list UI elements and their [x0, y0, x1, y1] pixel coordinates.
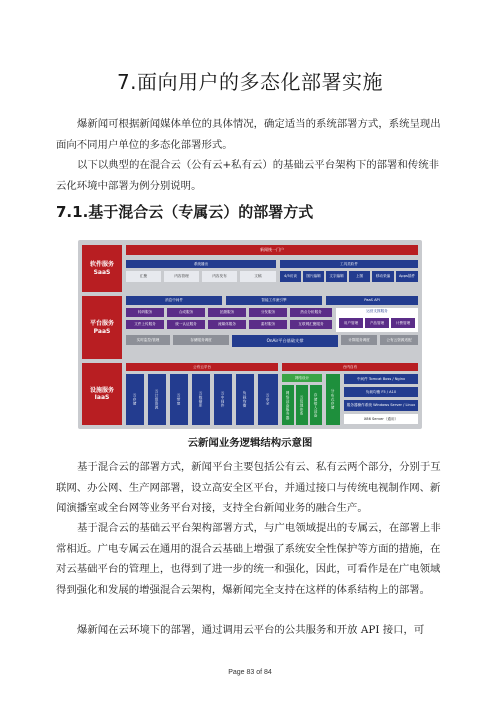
- saas-app-3: 内容发布: [202, 271, 237, 282]
- paragraph-2: 以下以典型的在混合云（公有云+私有云）的基础云平台架构下的部署和传统非云化环境中部署为例分别说明。: [56, 159, 439, 192]
- private-right-4: X86 Server（通用）: [344, 414, 418, 424]
- tool-app-4: 上图: [349, 271, 370, 282]
- public-item-3: 云带宽: [170, 374, 188, 425]
- saas-app-4: 文稿: [240, 271, 276, 282]
- tool-app-2: 图片编辑: [303, 271, 324, 282]
- ops-support-title: 运营支撑服务: [366, 309, 388, 313]
- private-green-1: 网络设备服务器: [282, 385, 294, 425]
- body-paragraph-2: 基于混合云的基础云平台架构部署方式，与广电领域提出的专属云，在部署上非常相近。广电专属云在通用的混合云基础上增强了系统安全性保护等方面的措施，在对云基础平台的管理上，也得到了进一步的统一和强化，因此，可看作是在广电领域得到强化和发展的增强混合云架构，爆新闻完全支持在这样的体系结构上的部署。: [56, 522, 441, 596]
- page-heading: 7.面向用户的多态化部署实施: [116, 70, 384, 94]
- paragraph-1: 爆新闻可根据新闻媒体单位的具体情况，确定适当的系统部署方式，系统呈现出面向不同用户单位的多态化部署形式。: [56, 118, 441, 151]
- private-green-2: 云管理体系: [296, 385, 308, 425]
- ops-item-2: 产品管理: [365, 318, 389, 328]
- news-report-bar: 系统播出: [126, 260, 276, 268]
- tool-app-6: Apps插件: [396, 271, 418, 282]
- public-item-7: 云安全: [258, 374, 278, 425]
- public-cloud-bar: 公有云平台: [126, 363, 278, 371]
- paas-service-4: 分发服务: [249, 308, 287, 317]
- workflow-engine: 智能工作流引擎: [226, 296, 322, 305]
- public-item-6: 负载均衡: [236, 374, 254, 425]
- paas-api: PaaS API: [326, 296, 418, 305]
- public-item-1: 云存储: [126, 374, 144, 425]
- section-heading: 7.1.基于混合云（专属云）的部署方式: [56, 203, 314, 221]
- toolbox-bar: 工具类软件: [280, 260, 418, 268]
- tool-app-3: 文字编辑: [326, 271, 347, 282]
- architecture-diagram: [78, 240, 422, 429]
- private-green-header: 网络设计: [282, 374, 322, 382]
- saas-app-1: 汇聚: [126, 271, 161, 282]
- saas-app-2: 内容管理: [164, 271, 199, 282]
- public-item-2: 云计算资源: [148, 374, 166, 425]
- paas-service-8: 流媒体服务: [208, 320, 246, 329]
- private-cloud-bar: 台内自有: [282, 363, 418, 371]
- public-item-5: 云中间件: [214, 374, 232, 425]
- private-green-3: 存储接入设备: [310, 385, 322, 425]
- ops-item-1: 用户管理: [339, 318, 363, 328]
- figure-caption: 云新闻业务逻辑结构示意图: [187, 437, 313, 449]
- paas-service-6: 文件上传服务: [126, 320, 164, 329]
- paas-bottom-4: 计算服务调度: [341, 335, 377, 345]
- paas-service-1: 转码服务: [126, 308, 164, 317]
- onair-platform: OnAir平台基础支撑: [232, 335, 338, 347]
- private-right-2: 负载均衡 F5 / A10: [344, 387, 418, 397]
- saas-category: 软件服务 SaaS: [82, 245, 122, 292]
- tool-app-1: 4/5访谈: [280, 271, 301, 282]
- paas-service-3: 拍摄服务: [208, 308, 246, 317]
- private-green-4: 分布式存储: [326, 374, 340, 425]
- tool-app-5: 移动采编: [372, 271, 394, 282]
- paas-bottom-5: 公有云资源适配: [380, 335, 418, 345]
- paas-service-7: 统一认证服务: [167, 320, 205, 329]
- paas-bottom-2: 存储服务调度: [173, 335, 229, 345]
- message-middleware: 消息中间件: [126, 296, 222, 305]
- iaas-category: 设施服务 IaaS: [82, 363, 122, 425]
- paas-service-9: 素材服务: [249, 320, 287, 329]
- public-item-4: 云数据库: [192, 374, 210, 425]
- paas-service-2: 合成服务: [167, 308, 205, 317]
- body-paragraph-1: 基于混合云的部署方式，新闻平台主要包括公有云、私有云两个部分，分别于互联网、办公网、生产网部署，设立高安全区平台，并通过接口与传统电视制作网、新闻演播室或全台网等业务平台对接，支持全台新闻业务的融合生产。: [56, 461, 441, 514]
- paas-service-5: 热点分析服务: [290, 308, 332, 317]
- portal-bar: 新闻统一门户: [126, 245, 418, 255]
- private-right-3: 服务器操作系统 Windows Server / Linux: [344, 400, 418, 411]
- private-right-1: 中间件 Tomcat Boss / Nginx: [344, 374, 418, 384]
- ops-item-3: 计费管理: [391, 318, 415, 328]
- paas-category: 平台服务 PaaS: [82, 296, 122, 359]
- paas-service-10: 互联网汇聚服务: [290, 320, 332, 329]
- page-footer: Page 83 of 84: [228, 669, 272, 676]
- paas-bottom-1: 实时监控/管理: [126, 335, 170, 345]
- body-paragraph-3: 爆新闻在云环境下的部署，通过调用云平台的公共服务和开放 API 接口，可: [77, 624, 425, 636]
